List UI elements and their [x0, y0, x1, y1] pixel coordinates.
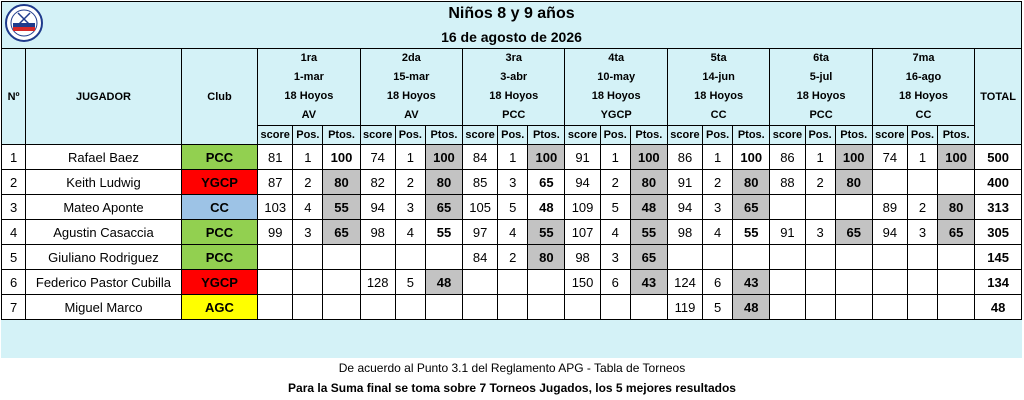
pos-cell: 2 [907, 195, 937, 220]
standings-table [1, 1, 1022, 344]
score-cell: 99 [258, 220, 293, 245]
pos-cell [805, 295, 835, 320]
tournament-name: 5ta [710, 52, 727, 64]
pos-cell: 3 [498, 170, 528, 195]
tournament-venue: AV [301, 109, 317, 121]
subheader-pts: Ptos. [733, 126, 770, 145]
tournament-header [360, 49, 462, 126]
score-cell [872, 295, 907, 320]
row-num: 4 [2, 220, 26, 245]
score-cell: 91 [667, 170, 702, 195]
pos-cell: 4 [293, 195, 323, 220]
tournament-name: 7ma [912, 52, 935, 64]
subheader-pts: Ptos. [835, 126, 872, 145]
footer-rule: Para la Suma final se toma sobre 7 Torneos Jugados, los 5 mejores resultados [288, 381, 736, 395]
tournament-header [258, 49, 360, 126]
table-row [2, 245, 1022, 270]
subheader-pts: Ptos. [528, 126, 565, 145]
pos-cell: 5 [498, 195, 528, 220]
points-cell: 80 [835, 170, 872, 195]
pos-cell [498, 270, 528, 295]
tournament-name: 4ta [608, 52, 625, 64]
pos-cell [907, 295, 937, 320]
tournament-date: 16-ago [905, 71, 942, 83]
tournament-date: 14-jun [702, 71, 735, 83]
player-name: Giuliano Rodriguez [26, 245, 182, 270]
points-cell: 80 [323, 170, 360, 195]
pos-cell [395, 295, 425, 320]
tournament-venue: CC [915, 109, 932, 121]
points-cell: 55 [733, 220, 770, 245]
subheader-pos: Pos. [600, 126, 630, 145]
pos-cell: 1 [907, 145, 937, 170]
pos-cell: 3 [805, 220, 835, 245]
score-cell: 124 [667, 270, 702, 295]
tournament-venue: YGCP [600, 109, 632, 121]
header-club: Club [181, 49, 257, 145]
tournament-holes: 18 Hoyos [386, 90, 436, 102]
pos-cell: 4 [395, 220, 425, 245]
points-cell [938, 170, 975, 195]
score-cell: 98 [565, 245, 600, 270]
score-cell [770, 195, 805, 220]
tournament-name: 6ta [813, 52, 830, 64]
tournament-date: 1-mar [293, 71, 324, 83]
score-cell: 84 [463, 145, 498, 170]
score-cell: 94 [565, 170, 600, 195]
pos-cell: 5 [395, 270, 425, 295]
header-player: JUGADOR [26, 49, 182, 145]
tournament-header [565, 49, 667, 126]
tournament-name: 3ra [505, 52, 523, 64]
points-cell: 65 [425, 195, 462, 220]
pos-cell [293, 270, 323, 295]
points-cell [835, 270, 872, 295]
table-row [2, 295, 1022, 320]
tournament-name: 2da [401, 52, 421, 64]
tournament-header [667, 49, 769, 126]
score-cell [770, 295, 805, 320]
score-cell: 86 [770, 145, 805, 170]
score-cell: 94 [667, 195, 702, 220]
subheader-score: score [770, 126, 805, 145]
pos-cell [907, 170, 937, 195]
score-cell: 98 [360, 220, 395, 245]
subheader-pos: Pos. [805, 126, 835, 145]
score-cell: 81 [258, 145, 293, 170]
points-cell [528, 295, 565, 320]
score-cell [463, 270, 498, 295]
pos-cell: 4 [600, 220, 630, 245]
subheader-pos: Pos. [907, 126, 937, 145]
score-cell: 91 [770, 220, 805, 245]
page-title: Niños 8 y 9 años [2, 2, 1022, 26]
score-cell [872, 170, 907, 195]
pos-cell: 3 [907, 220, 937, 245]
points-cell: 43 [630, 270, 667, 295]
score-cell: 88 [770, 170, 805, 195]
points-cell: 80 [528, 245, 565, 270]
points-cell: 48 [425, 270, 462, 295]
table-row [2, 145, 1022, 170]
points-cell: 55 [630, 220, 667, 245]
points-cell: 48 [630, 195, 667, 220]
total-cell: 400 [975, 170, 1022, 195]
row-num: 2 [2, 170, 26, 195]
points-cell: 43 [733, 270, 770, 295]
points-cell: 65 [835, 220, 872, 245]
points-cell [425, 245, 462, 270]
row-num: 5 [2, 245, 26, 270]
subheader-pos: Pos. [293, 126, 323, 145]
pos-cell: 2 [293, 170, 323, 195]
footer-note: De acuerdo al Punto 3.1 del Reglamento APG - Tabla de Torneos [338, 361, 686, 375]
tournament-venue: PCC [502, 109, 526, 121]
points-cell [630, 295, 667, 320]
pos-cell: 4 [703, 220, 733, 245]
tournament-date: 5-jul [809, 71, 833, 83]
points-cell: 100 [835, 145, 872, 170]
score-cell: 128 [360, 270, 395, 295]
total-cell: 500 [975, 145, 1022, 170]
score-cell [258, 295, 293, 320]
score-cell [872, 245, 907, 270]
points-cell: 55 [323, 195, 360, 220]
points-cell [835, 295, 872, 320]
pos-cell: 6 [703, 270, 733, 295]
score-cell: 97 [463, 220, 498, 245]
subheader-score: score [667, 126, 702, 145]
federation-logo-icon [5, 4, 43, 42]
tournament-holes: 18 Hoyos [489, 90, 539, 102]
row-num: 7 [2, 295, 26, 320]
pos-cell: 3 [600, 245, 630, 270]
club-badge: PCC [181, 145, 257, 170]
score-cell [770, 245, 805, 270]
score-cell: 107 [565, 220, 600, 245]
pos-cell: 3 [395, 195, 425, 220]
filler-row [2, 320, 1022, 345]
total-cell: 145 [975, 245, 1022, 270]
filler-cell [2, 320, 1022, 345]
score-cell [667, 245, 702, 270]
subheader-score: score [463, 126, 498, 145]
points-cell [938, 270, 975, 295]
score-cell [770, 270, 805, 295]
points-cell: 55 [528, 220, 565, 245]
score-cell: 82 [360, 170, 395, 195]
subheader-score: score [565, 126, 600, 145]
score-cell: 74 [872, 145, 907, 170]
points-cell: 80 [425, 170, 462, 195]
table-row [2, 270, 1022, 295]
pos-cell: 3 [293, 220, 323, 245]
score-cell: 89 [872, 195, 907, 220]
score-cell: 85 [463, 170, 498, 195]
points-cell: 100 [733, 145, 770, 170]
player-name: Rafael Baez [26, 145, 182, 170]
points-cell [835, 195, 872, 220]
score-cell [565, 295, 600, 320]
score-cell: 109 [565, 195, 600, 220]
tournament-venue: AV [404, 109, 419, 121]
points-cell: 100 [938, 145, 975, 170]
tournament-holes: 18 Hoyos [899, 90, 948, 102]
row-num: 6 [2, 270, 26, 295]
score-cell: 74 [360, 145, 395, 170]
pos-cell: 1 [395, 145, 425, 170]
pos-cell: 2 [395, 170, 425, 195]
club-badge: YGCP [181, 170, 257, 195]
tournament-header [770, 49, 872, 126]
pos-cell: 2 [703, 170, 733, 195]
table-row [2, 170, 1022, 195]
points-cell [425, 295, 462, 320]
standings-sheet [1, 1, 1022, 358]
tournament-header [872, 49, 974, 126]
pos-cell [805, 270, 835, 295]
date-row [2, 25, 1022, 49]
pos-cell: 6 [600, 270, 630, 295]
tournament-date: 15-mar [393, 71, 430, 83]
page-date: 16 de agosto de 2026 [2, 25, 1022, 49]
points-cell: 48 [528, 195, 565, 220]
subheader-score: score [360, 126, 395, 145]
table-row [2, 195, 1022, 220]
total-cell: 48 [975, 295, 1022, 320]
header-row [2, 49, 1022, 126]
score-cell [360, 245, 395, 270]
subheader-pos: Pos. [703, 126, 733, 145]
score-cell: 94 [872, 220, 907, 245]
subheader-score: score [872, 126, 907, 145]
points-cell [938, 245, 975, 270]
pos-cell: 3 [703, 195, 733, 220]
pos-cell [703, 245, 733, 270]
score-cell: 150 [565, 270, 600, 295]
pos-cell [805, 245, 835, 270]
title-row [2, 2, 1022, 26]
subheader-pts: Ptos. [425, 126, 462, 145]
row-num: 1 [2, 145, 26, 170]
pos-cell [498, 295, 528, 320]
subheader-pts: Ptos. [630, 126, 667, 145]
pos-cell [293, 245, 323, 270]
player-name: Mateo Aponte [26, 195, 182, 220]
points-cell: 65 [630, 245, 667, 270]
tournament-holes: 18 Hoyos [284, 90, 334, 102]
subheader-pos: Pos. [395, 126, 425, 145]
tournament-holes: 18 Hoyos [694, 90, 744, 102]
points-cell [733, 245, 770, 270]
tournament-holes: 18 Hoyos [796, 90, 846, 102]
pos-cell: 5 [703, 295, 733, 320]
points-cell: 100 [425, 145, 462, 170]
score-cell [258, 245, 293, 270]
total-cell: 305 [975, 220, 1022, 245]
subheader-pos: Pos. [498, 126, 528, 145]
pos-cell [293, 295, 323, 320]
score-cell: 98 [667, 220, 702, 245]
tournament-venue: PCC [809, 109, 833, 121]
pos-cell: 1 [293, 145, 323, 170]
subheader-pts: Ptos. [323, 126, 360, 145]
club-badge: YGCP [181, 270, 257, 295]
pos-cell [805, 195, 835, 220]
points-cell: 100 [630, 145, 667, 170]
pos-cell [600, 295, 630, 320]
pos-cell: 5 [600, 195, 630, 220]
pos-cell: 1 [805, 145, 835, 170]
points-cell: 65 [323, 220, 360, 245]
total-cell: 134 [975, 270, 1022, 295]
player-name: Keith Ludwig [26, 170, 182, 195]
points-cell: 80 [938, 195, 975, 220]
points-cell [835, 245, 872, 270]
tournament-header [463, 49, 565, 126]
points-cell [323, 295, 360, 320]
score-cell: 84 [463, 245, 498, 270]
pos-cell: 1 [600, 145, 630, 170]
club-badge: AGC [181, 295, 257, 320]
subheader-pts: Ptos. [938, 126, 975, 145]
points-cell: 48 [733, 295, 770, 320]
score-cell [463, 295, 498, 320]
club-badge: PCC [181, 245, 257, 270]
score-cell [360, 295, 395, 320]
club-badge: PCC [181, 220, 257, 245]
header-num: Nº [2, 49, 26, 145]
points-cell: 80 [630, 170, 667, 195]
subheader-score: score [258, 126, 293, 145]
points-cell: 80 [733, 170, 770, 195]
points-cell [528, 270, 565, 295]
score-cell [872, 270, 907, 295]
pos-cell: 4 [498, 220, 528, 245]
player-name: Federico Pastor Cubilla [26, 270, 182, 295]
points-cell [323, 270, 360, 295]
pos-cell: 2 [498, 245, 528, 270]
pos-cell: 1 [703, 145, 733, 170]
points-cell: 65 [528, 170, 565, 195]
points-cell [323, 245, 360, 270]
tournament-holes: 18 Hoyos [591, 90, 641, 102]
player-name: Agustin Casaccia [26, 220, 182, 245]
table-row [2, 220, 1022, 245]
points-cell: 100 [323, 145, 360, 170]
row-num: 3 [2, 195, 26, 220]
total-cell: 313 [975, 195, 1022, 220]
tournament-date: 10-may [597, 71, 636, 83]
pos-cell [907, 270, 937, 295]
pos-cell: 1 [498, 145, 528, 170]
score-cell: 119 [667, 295, 702, 320]
points-cell: 100 [528, 145, 565, 170]
score-cell: 105 [463, 195, 498, 220]
points-cell: 65 [733, 195, 770, 220]
points-cell: 55 [425, 220, 462, 245]
header-total: TOTAL [975, 49, 1022, 145]
score-cell: 103 [258, 195, 293, 220]
score-cell: 91 [565, 145, 600, 170]
tournament-name: 1ra [300, 52, 318, 64]
player-name: Miguel Marco [26, 295, 182, 320]
points-cell [938, 295, 975, 320]
pos-cell [395, 245, 425, 270]
pos-cell: 2 [600, 170, 630, 195]
tournament-date: 3-abr [500, 71, 528, 83]
pos-cell: 2 [805, 170, 835, 195]
pos-cell [907, 245, 937, 270]
score-cell: 94 [360, 195, 395, 220]
score-cell [258, 270, 293, 295]
score-cell: 87 [258, 170, 293, 195]
club-badge: CC [181, 195, 257, 220]
score-cell: 86 [667, 145, 702, 170]
tournament-venue: CC [710, 109, 727, 121]
points-cell: 65 [938, 220, 975, 245]
